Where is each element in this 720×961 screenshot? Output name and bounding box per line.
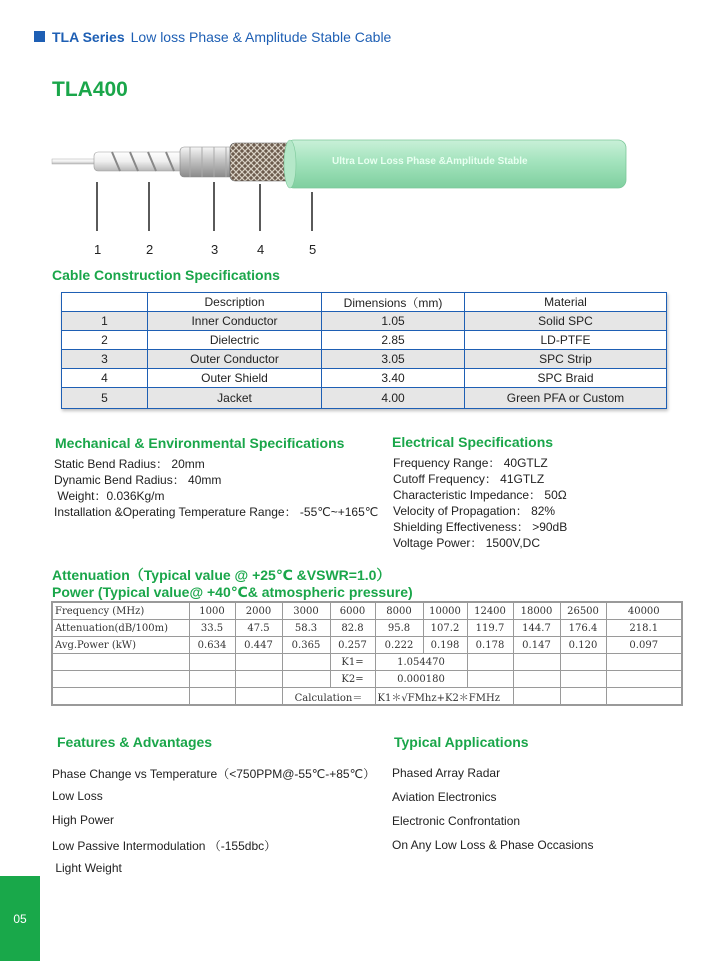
- power-cell: 0.634: [189, 637, 235, 654]
- series-header: [52, 29, 391, 45]
- table-cell: Inner Conductor: [148, 312, 322, 331]
- k1-value: 1.054470: [375, 654, 467, 671]
- header-cell: Dimensions（mm): [322, 293, 465, 312]
- power-cell: 0.257: [330, 637, 375, 654]
- power-cell: 0.147: [513, 637, 560, 654]
- outer-conductor-shape: [180, 147, 238, 177]
- series-subtitle: Low loss Phase & Amplitude Stable Cable: [130, 29, 392, 45]
- table-cell: 1.05: [322, 312, 465, 331]
- freq-cell: 3000: [282, 602, 330, 620]
- application-item: Electronic Confrontation: [392, 814, 521, 828]
- dielectric-shape: [94, 152, 194, 171]
- spec-line: Installation &Operating Temperature Range： -55℃~+165℃: [54, 505, 379, 519]
- att-cell: 218.1: [606, 620, 682, 637]
- feature-item: Low Passive Intermodulation （-155dbc）: [52, 839, 277, 853]
- table-cell: Outer Conductor: [148, 350, 322, 369]
- spec-line: Cutoff Frequency： 41GTLZ: [393, 472, 545, 486]
- page-number: 05: [13, 912, 27, 926]
- electrical-specs: [393, 455, 567, 551]
- freq-cell: 2000: [235, 602, 282, 620]
- jacket-print: Ultra Low Loss Phase &Amplitude Stable: [332, 156, 528, 167]
- table-row: [62, 293, 667, 312]
- freq-cell: 40000: [606, 602, 682, 620]
- table-cell: 4: [62, 369, 148, 388]
- k1-label: K1=: [330, 654, 375, 671]
- feature-item: Light Weight: [52, 861, 122, 875]
- callout-4: 4: [257, 242, 265, 257]
- application-item: Phased Array Radar: [392, 766, 501, 780]
- table-row: [62, 369, 667, 388]
- k2-label: K2=: [330, 671, 375, 688]
- header-cell: Description: [148, 293, 322, 312]
- features-title: Features & Advantages: [57, 734, 213, 750]
- att-cell: 58.3: [282, 620, 330, 637]
- spec-line: Weight：0.036Kg/m: [54, 489, 165, 503]
- table-cell: 3: [62, 350, 148, 369]
- table-cell: Dielectric: [148, 331, 322, 350]
- power-cell: 0.222: [375, 637, 423, 654]
- header-cell: [62, 293, 148, 312]
- att-cell: 144.7: [513, 620, 560, 637]
- electrical-title: Electrical Specifications: [392, 434, 554, 450]
- cable-illustration: [50, 136, 650, 256]
- callout-2: 2: [146, 242, 154, 257]
- header-cell: Material: [465, 293, 667, 312]
- attenuation-title: Attenuation（Typical value @ +25℃ &VSWR=1.0）: [52, 567, 391, 583]
- spec-line: Velocity of Propagation： 82%: [393, 504, 556, 518]
- power-cell: 0.178: [467, 637, 513, 654]
- k2-value: 0.000180: [375, 671, 467, 688]
- att-cell: 33.5: [189, 620, 235, 637]
- att-cell: 47.5: [235, 620, 282, 637]
- product-title: TLA400: [52, 78, 128, 101]
- series-name: TLA Series: [52, 29, 125, 45]
- power-cell: 0.447: [235, 637, 282, 654]
- calc-label: Calculation＝: [282, 688, 375, 706]
- table-cell: Green PFA or Custom: [465, 388, 667, 409]
- table-cell: Outer Shield: [148, 369, 322, 388]
- table-cell: 3.05: [322, 350, 465, 369]
- mechanical-specs: [54, 456, 378, 520]
- att-cell: 107.2: [423, 620, 467, 637]
- construction-table: [61, 292, 667, 409]
- table-row: [62, 312, 667, 331]
- att-cell: 176.4: [560, 620, 606, 637]
- callout-5: 5: [309, 242, 317, 257]
- freq-cell: 6000: [330, 602, 375, 620]
- spec-line: Voltage Power： 1500V,DC: [393, 536, 540, 550]
- power-cell: 0.097: [606, 637, 682, 654]
- att-cell: 95.8: [375, 620, 423, 637]
- construction-title: Cable Construction Specifications: [52, 267, 280, 283]
- table-row: [52, 671, 682, 688]
- mechanical-title: Mechanical & Environmental Specifications: [55, 435, 345, 451]
- callout-1: 1: [94, 242, 102, 257]
- table-cell: Solid SPC: [465, 312, 667, 331]
- table-cell: SPC Braid: [465, 369, 667, 388]
- att-cell: 82.8: [330, 620, 375, 637]
- table-cell: Jacket: [148, 388, 322, 409]
- calc-formula: K1＊√FMhz+K2＊FMHz: [375, 688, 513, 706]
- attenuation-table: [51, 601, 683, 706]
- feature-item: Phase Change vs Temperature（<750PPM@-55℃-+85℃）: [52, 767, 376, 781]
- freq-cell: 18000: [513, 602, 560, 620]
- table-cell: 1: [62, 312, 148, 331]
- table-row: [52, 637, 682, 654]
- freq-cell: 26500: [560, 602, 606, 620]
- table-cell: 3.40: [322, 369, 465, 388]
- table-row: [62, 350, 667, 369]
- table-row: [62, 388, 667, 409]
- spec-line: Static Bend Radius： 20mm: [54, 457, 205, 471]
- applications-title: Typical Applications: [394, 734, 529, 750]
- table-row: [52, 688, 682, 706]
- application-item: On Any Low Loss & Phase Occasions: [392, 838, 594, 852]
- spec-line: Shielding Effectiveness： >90dB: [393, 520, 568, 534]
- table-row: [52, 602, 682, 620]
- table-cell: 2.85: [322, 331, 465, 350]
- power-cell: 0.120: [560, 637, 606, 654]
- power-label: Avg.Power (kW): [52, 637, 189, 654]
- table-cell: 4.00: [322, 388, 465, 409]
- spec-line: Characteristic Impedance： 50Ω: [393, 488, 567, 502]
- feature-item: Low Loss: [52, 789, 103, 803]
- spec-line: Dynamic Bend Radius： 40mm: [54, 473, 222, 487]
- spec-line: Frequency Range： 40GTLZ: [393, 456, 548, 470]
- power-cell: 0.365: [282, 637, 330, 654]
- freq-label: Frequency (MHz): [52, 602, 189, 620]
- freq-cell: 8000: [375, 602, 423, 620]
- outer-shield-shape: [230, 143, 292, 181]
- freq-cell: 1000: [189, 602, 235, 620]
- att-cell: 119.7: [467, 620, 513, 637]
- table-cell: SPC Strip: [465, 350, 667, 369]
- table-cell: LD-PTFE: [465, 331, 667, 350]
- table-row: [62, 331, 667, 350]
- table-cell: 5: [62, 388, 148, 409]
- application-item: Aviation Electronics: [392, 790, 497, 804]
- feature-item: High Power: [52, 813, 115, 827]
- table-cell: 2: [62, 331, 148, 350]
- att-label: Attenuation(dB/100m): [52, 620, 189, 637]
- power-title: Power (Typical value@ +40℃& atmospheric pressure): [52, 584, 413, 600]
- power-cell: 0.198: [423, 637, 467, 654]
- table-row: [52, 620, 682, 637]
- freq-cell: 10000: [423, 602, 467, 620]
- series-square-icon: [34, 31, 45, 42]
- freq-cell: 12400: [467, 602, 513, 620]
- callout-3: 3: [211, 242, 219, 257]
- table-row: [52, 654, 682, 671]
